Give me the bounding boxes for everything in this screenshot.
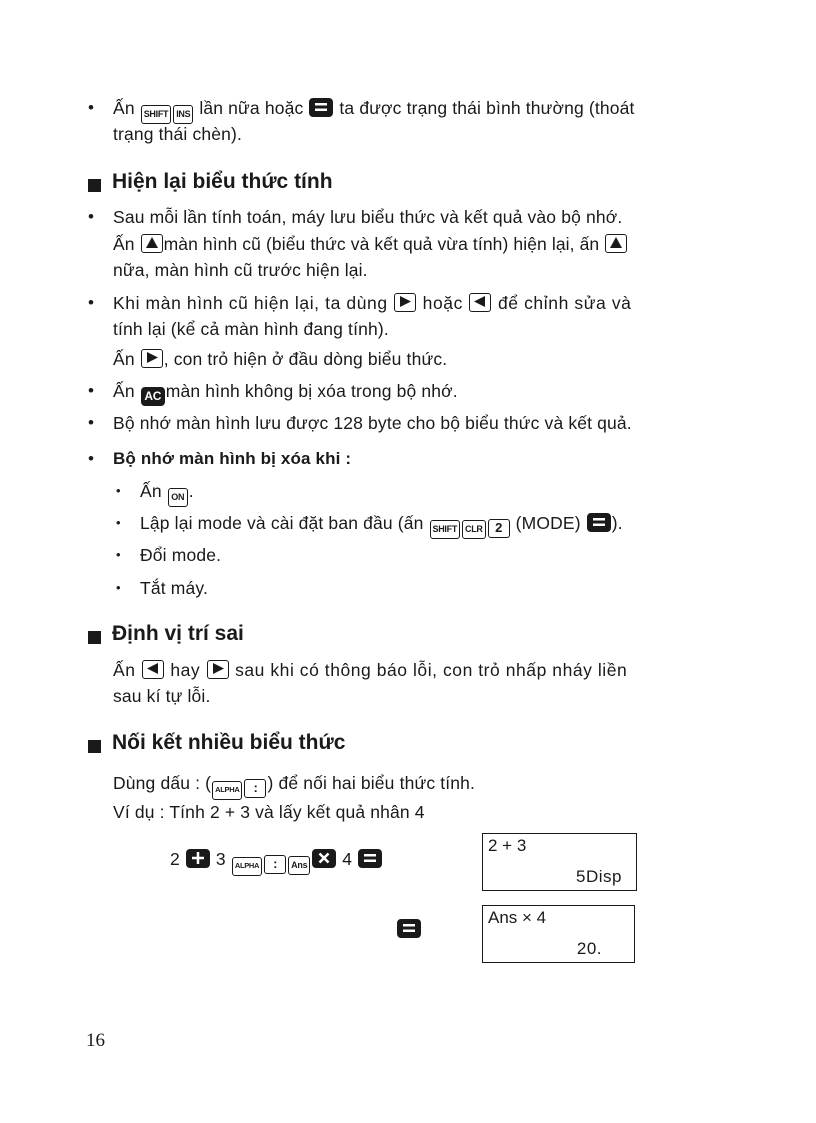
sub-bullet-dot: • [116,483,121,498]
sub-bullet-dot: • [116,580,121,595]
section-title: Hiện lại biểu thức tính [112,170,333,193]
text: Lập lại mode và cài đặt ban đầu (ấn [140,513,424,533]
text: (MODE) [515,513,581,533]
text-line: Bộ nhớ màn hình bị xóa khi : [113,449,352,468]
on-key-icon: ON [168,488,188,507]
text: hoặc [422,293,463,313]
intro-line-1 [113,96,635,124]
display-expression: 2 + 3 [488,836,527,855]
text: lần nữa hoặc [199,98,304,118]
text-line: Ví dụ : Tính 2 + 3 và lấy kết quả nhân 4 [113,802,425,822]
section-title: Định vị trí sai [112,622,244,645]
text-line: tính lại (kể cả màn hình đang tính). [113,319,389,339]
text: Ấn [113,349,135,369]
text: ). [611,513,623,533]
ins-key-icon: INS [173,105,193,124]
clr-key-icon: CLR [462,520,486,539]
text-line: Tắt máy. [140,578,208,598]
shift-key-icon: SHIFT [430,520,461,539]
ac-key-icon: AC [141,387,165,406]
text: Khi màn hình cũ hiện lại, ta dùng [113,293,388,313]
bullet-dot: • [88,98,94,117]
bullet-dot: • [88,293,94,312]
text-line: sau kí tự lỗi. [113,686,211,706]
section-marker-icon [88,631,101,644]
text-line [140,479,194,507]
equals-key-icon [587,513,611,532]
equals-key-icon [397,919,421,938]
plus-key-icon [186,849,210,868]
text: Dùng dấu : ( [113,773,212,793]
calculator-display [482,833,637,891]
text: Ấn [113,234,135,254]
equals-key-icon [358,849,382,868]
text: Ấn [113,660,136,680]
colon-key-icon: : [244,779,266,798]
text-line: Sau mỗi lần tính toán, máy lưu biểu thức và kết quả vào bộ nhớ. [113,207,623,227]
text: Ấn [113,381,135,401]
equals-key-icon [309,98,333,117]
bullet-dot: • [88,381,94,400]
bullet-dot: • [88,413,94,432]
bullet-dot: • [88,449,94,468]
digit: 2 [170,849,180,869]
up-arrow-key-icon [141,234,163,253]
section-marker-icon [88,179,101,192]
text: sau khi có thông báo lỗi, con trỏ nhấp nháy liền [235,660,628,680]
text: hay [170,660,201,680]
text: để chỉnh sửa và [497,293,632,313]
left-arrow-key-icon [142,660,164,679]
key-sequence [170,847,383,876]
digit: 4 [342,849,353,869]
text-line [113,771,475,800]
text-line [140,511,623,539]
text-line [113,658,627,682]
text-line: nữa, màn hình cũ trước hiện lại. [113,260,368,280]
digit: 3 [215,849,226,869]
section-marker-icon [88,740,101,753]
display-result: 20. [576,939,602,958]
text: . [188,481,194,501]
alpha-key-icon: ALPHA [212,781,242,800]
text: , con trỏ hiện ở đầu dòng biểu thức. [163,349,448,369]
display-result: 5Disp [576,867,622,886]
text: màn hình cũ (biểu thức và kết quả vừa tính) hiện lại, ấn [163,234,600,254]
colon-key-icon: : [264,855,286,874]
text-line: Bộ nhớ màn hình lưu được 128 byte cho bộ biểu thức và kết quả. [113,413,632,433]
text-line [113,379,458,406]
right-arrow-key-icon [207,660,229,679]
text-line [113,232,628,256]
text: màn hình không bị xóa trong bộ nhớ. [165,381,458,401]
shift-key-icon: SHIFT [141,105,172,124]
ans-key-icon: Ans [288,856,310,875]
multiply-key-icon [312,849,336,868]
two-key-icon: 2 [488,519,510,538]
right-arrow-key-icon [394,293,416,312]
up-arrow-key-icon [605,234,627,253]
display-expression: Ans × 4 [488,908,547,927]
text: Ấn [113,98,135,118]
page-number: 16 [86,1030,105,1051]
right-arrow-key-icon [141,349,163,368]
text: ) để nối hai biểu thức tính. [267,773,476,793]
alpha-key-icon: ALPHA [232,857,262,876]
left-arrow-key-icon [469,293,491,312]
sub-bullet-dot: • [116,515,121,530]
bullet-dot: • [88,207,94,226]
text-line [113,347,447,371]
intro-line-2: trạng thái chèn). [113,124,243,144]
text: Ấn [140,481,162,501]
calculator-display [482,905,635,963]
text-line [113,291,632,315]
sub-bullet-dot: • [116,547,121,562]
section-title: Nối kết nhiều biểu thức [112,731,346,754]
text-line: Đổi mode. [140,545,222,565]
text: ta được trạng thái bình thường (thoát [339,98,635,118]
equals-key-standalone [396,919,422,940]
